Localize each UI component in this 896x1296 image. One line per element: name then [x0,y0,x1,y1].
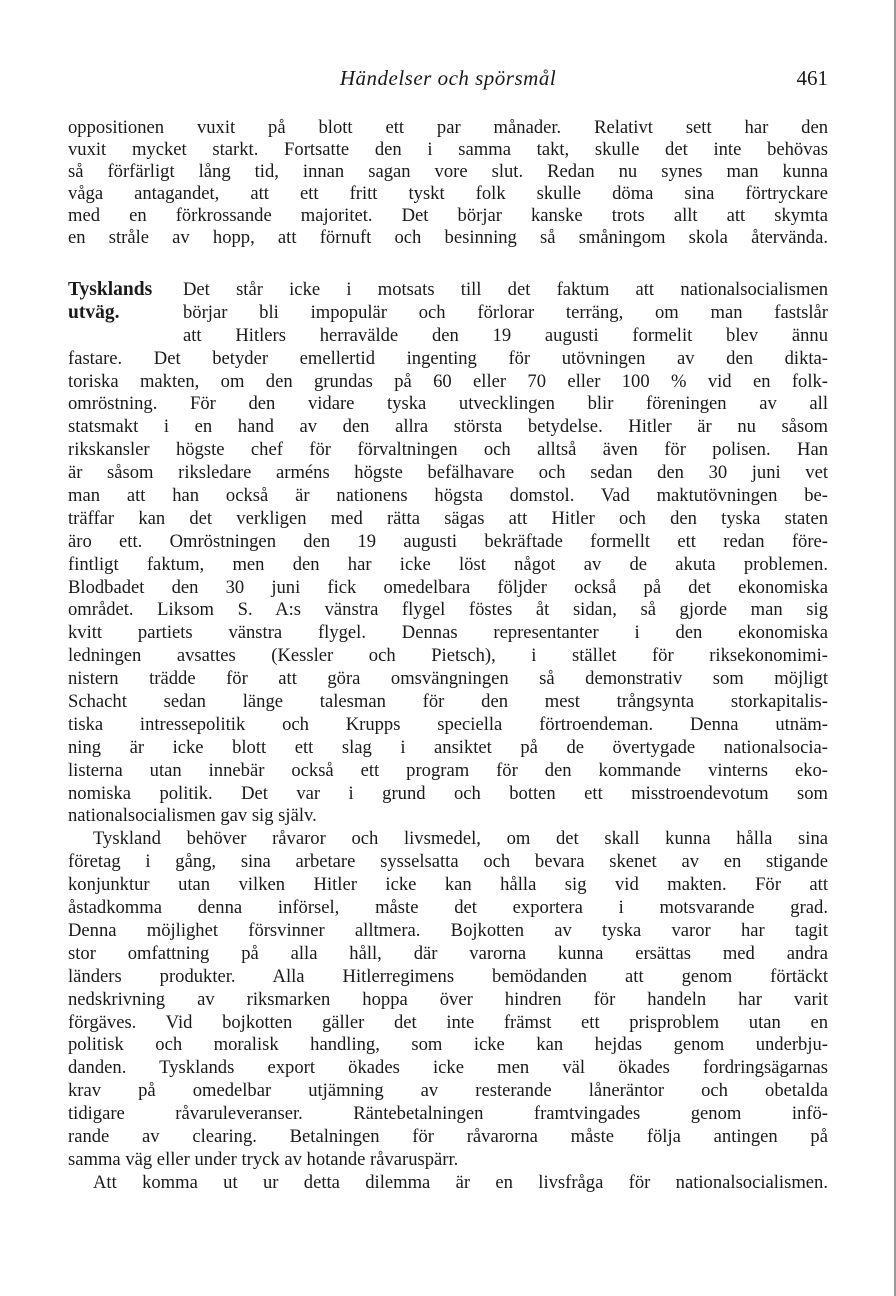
text-line: Denna möjlighet försvinner alltmera. Bojkotten av tyska varor har tagit [68,919,828,941]
text-line: danden. Tysklands export ökades icke men väl ökades fordringsägarnas [68,1057,828,1079]
text-line: fastare. Det betyder emellertid ingenting för utövningen av den dikta- [68,347,828,369]
text-line: listerna utan innebär också ett program för den kommande vinterns eko- [68,759,828,781]
side-heading-line: Tysklands [68,279,153,300]
text-line: stor omfattning på alla håll, där varorna kunna ersättas med andra [68,942,828,964]
text-line: tidigare råvaruleveranser. Räntebetalningen framtvingades genom infö- [68,1103,828,1125]
text-line: krav på omedelbar utjämning av resterande låneräntor och obetalda [68,1080,828,1102]
text-line: nedskrivning av riksmarken hoppa över hindren för handeln har varit [68,988,828,1010]
text-line: våga antagandet, att ett fritt tyskt folk skulle döma sina förtryckare [68,183,828,204]
text-line: kvitt partiets vänstra flygel. Dennas representanter i den ekonomiska [68,622,828,644]
side-heading-line: utväg. [68,301,120,323]
text-line: Tyskland behöver råvaror och livsmedel, om det skall kunna hålla sina [93,828,828,850]
paragraph-continued [68,117,828,249]
text-line: börjar bli impopulär och förlorar terräng, om man fastslår [183,301,828,323]
text-line: rikskansler högste chef för förvaltningen och alltså även för polisen. Han [68,439,828,461]
text-line: med en förkrossande majoritet. Det börjar kanske trots allt att skymta [68,205,828,226]
text-line: vuxit mycket starkt. Fortsatte den i samma takt, skulle det inte behövas [68,139,828,160]
text-line: området. Liksom S. A:s vänstra flygel föstes åt sidan, så gjorde man sig [68,599,828,621]
text-line: att Hitlers herravälde den 19 augusti formelit blev ännu [183,324,828,346]
text-line: en stråle av hopp, att förnuft och besinning så småningom skola återvända. [68,227,828,248]
text-line: samma väg eller under tryck av hotande råvaruspärr. [68,1148,459,1170]
text-line: konjunktur utan vilken Hitler icke kan hålla sig vid makten. För att [68,874,828,896]
section-body [68,279,828,1195]
text-line: statsmakt i en hand av den allra största betydelse. Hitler är nu såsom [68,416,828,438]
text-line: länders produkter. Alla Hitlerregimens bemödanden att genom förtäckt [68,965,828,987]
text-line: Schacht sedan länge talesman för den mest trångsynta storkapitalis- [68,691,828,713]
text-line: så förfärligt lång tid, innan sagan vore slut. Redan nu synes man kunna [68,161,828,182]
text-line: oppositionen vuxit på blott ett par månader. Relativt sett har den [68,117,828,138]
text-line: ning är icke blott ett slag i ansiktet på de övertygade nationalsocia- [68,736,828,758]
text-line: är såsom riksledare arméns högste befälhavare och sedan den 30 juni vet [68,462,828,484]
text-line: nationalsocialismen gav sig själv. [68,805,317,827]
running-header: Händelser och spörsmål [339,66,557,90]
text-line: rande av clearing. Betalningen för råvarorna måste följa antingen på [68,1125,828,1147]
text-line: fintligt faktum, men den har icke löst något av de akuta problemen. [68,553,828,575]
text-line: toriska makten, om den grundas på 60 eller 70 eller 100 % vid en folk- [68,370,828,392]
text-line: ledningen avsattes (Kessler och Pietsch), i stället för riksekonomimi- [68,645,828,667]
text-line: åstadkomma denna införsel, måste det exportera i motsvarande grad. [68,897,828,919]
text-line: Att komma ut ur detta dilemma är en livsfråga för nationalsocialismen. [93,1171,828,1193]
page-number: 461 [796,66,828,90]
text-line: träffar kan det verkligen med rätta sägas att Hitler och den tyska staten [68,507,828,529]
text-line: man att han också är nationens högsta domstol. Vad maktutövningen be- [68,485,828,507]
text-line: äro ett. Omröstningen den 19 augusti bekräftade formellt ett redan före- [68,530,828,552]
text-line: företag i gång, sina arbetare sysselsatta och bevara skenet av en stigande [68,851,828,873]
text-line: nomiska politik. Det var i grund och botten ett misstroendevotum som [68,782,828,804]
text-line: Blodbadet den 30 juni fick omedelbara följder också på det ekonomiska [68,576,828,598]
text-line: nistern trädde för att göra omsvängningen så demonstrativ som möjligt [68,668,828,690]
text-line: tiska intressepolitik och Krupps speciella förtroendeman. Denna utnäm- [68,713,828,735]
text-line: omröstning. För den vidare tyska utvecklingen blir föreningen av all [68,393,828,415]
text-line: förgäves. Vid bojkotten gäller det inte främst ett prisproblem utan en [68,1011,828,1033]
text-line: politisk och moralisk handling, som icke kan hejdas genom underbju- [68,1034,828,1056]
text-line: Det står icke i motsats till det faktum att nationalsocialismen [183,279,828,300]
